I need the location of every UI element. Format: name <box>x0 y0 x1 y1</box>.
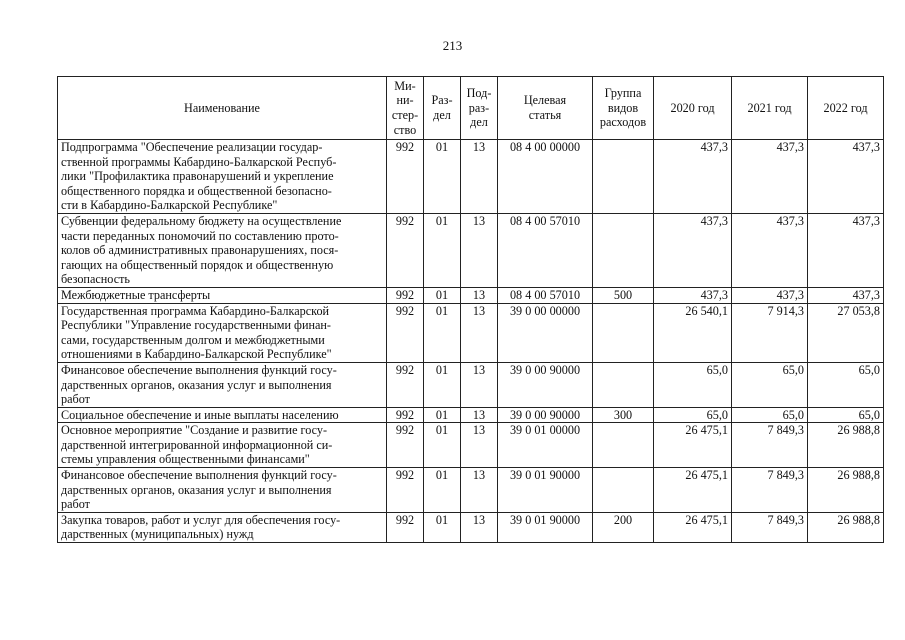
header-2021: 2021 год <box>732 77 808 140</box>
table-row <box>58 468 884 513</box>
cell-2021: 7 914,3 <box>732 303 808 362</box>
cell-subsection: 13 <box>461 423 498 468</box>
cell-2020: 26 475,1 <box>654 512 732 542</box>
cell-2021: 65,0 <box>732 362 808 407</box>
cell-name: Закупка товаров, работ и услуг для обеспечения госу- дарственных (муниципальных) нужд <box>58 512 387 542</box>
cell-target: 39 0 00 00000 <box>498 303 593 362</box>
cell-section: 01 <box>424 303 461 362</box>
cell-subsection: 13 <box>461 213 498 287</box>
cell-target: 39 0 01 90000 <box>498 512 593 542</box>
table-row <box>58 512 884 542</box>
cell-name: Межбюджетные трансферты <box>58 287 387 303</box>
table-row <box>58 213 884 287</box>
cell-ministry: 992 <box>387 287 424 303</box>
cell-name: Государственная программа Кабардино-Балкарской Республики "Управление государственными финан- сами, государственным долгом и межбюджетными отношениями в Кабардино-Балкарской Республике" <box>58 303 387 362</box>
cell-ministry: 992 <box>387 362 424 407</box>
cell-target: 39 0 00 90000 <box>498 407 593 423</box>
cell-section: 01 <box>424 407 461 423</box>
table-row <box>58 303 884 362</box>
cell-2021: 437,3 <box>732 140 808 214</box>
cell-section: 01 <box>424 140 461 214</box>
header-target: Целевая статья <box>498 77 593 140</box>
cell-2022: 26 988,8 <box>808 468 884 513</box>
cell-ministry: 992 <box>387 140 424 214</box>
cell-group <box>593 468 654 513</box>
header-name: Наименование <box>58 77 387 140</box>
budget-table <box>57 76 884 543</box>
cell-group: 300 <box>593 407 654 423</box>
cell-group: 200 <box>593 512 654 542</box>
cell-target: 39 0 01 00000 <box>498 423 593 468</box>
cell-target: 08 4 00 57010 <box>498 213 593 287</box>
cell-ministry: 992 <box>387 213 424 287</box>
cell-2021: 437,3 <box>732 213 808 287</box>
cell-2020: 26 540,1 <box>654 303 732 362</box>
cell-2020: 437,3 <box>654 213 732 287</box>
cell-2022: 27 053,8 <box>808 303 884 362</box>
cell-2022: 437,3 <box>808 140 884 214</box>
cell-target: 08 4 00 00000 <box>498 140 593 214</box>
cell-2020: 437,3 <box>654 287 732 303</box>
cell-2022: 437,3 <box>808 287 884 303</box>
cell-section: 01 <box>424 423 461 468</box>
cell-2021: 65,0 <box>732 407 808 423</box>
cell-2021: 437,3 <box>732 287 808 303</box>
table-row <box>58 140 884 214</box>
table-row <box>58 287 884 303</box>
cell-2022: 65,0 <box>808 407 884 423</box>
header-ministry: Ми- ни- стер- ство <box>387 77 424 140</box>
cell-section: 01 <box>424 213 461 287</box>
cell-section: 01 <box>424 287 461 303</box>
cell-2021: 7 849,3 <box>732 468 808 513</box>
cell-target: 39 0 01 90000 <box>498 468 593 513</box>
header-group: Группа видов расходов <box>593 77 654 140</box>
cell-subsection: 13 <box>461 362 498 407</box>
cell-section: 01 <box>424 512 461 542</box>
cell-name: Финансовое обеспечение выполнения функций госу- дарственных органов, оказания услуг и выполнения работ <box>58 468 387 513</box>
cell-subsection: 13 <box>461 287 498 303</box>
cell-subsection: 13 <box>461 140 498 214</box>
cell-section: 01 <box>424 468 461 513</box>
cell-2022: 26 988,8 <box>808 423 884 468</box>
table-row <box>58 362 884 407</box>
cell-subsection: 13 <box>461 407 498 423</box>
cell-2020: 65,0 <box>654 362 732 407</box>
cell-ministry: 992 <box>387 423 424 468</box>
cell-group <box>593 423 654 468</box>
cell-name: Финансовое обеспечение выполнения функций госу- дарственных органов, оказания услуг и выполнения работ <box>58 362 387 407</box>
cell-subsection: 13 <box>461 303 498 362</box>
cell-group: 500 <box>593 287 654 303</box>
cell-group <box>593 140 654 214</box>
cell-name: Подпрограмма "Обеспечение реализации государ- ственной программы Кабардино-Балкарской Респуб- лики "Профилактика правонарушений и укрепление общественного порядка и общественной безопасно- сти в Кабардино-Балкарской Республике" <box>58 140 387 214</box>
cell-subsection: 13 <box>461 512 498 542</box>
cell-2020: 26 475,1 <box>654 468 732 513</box>
header-subsection: Под- раз- дел <box>461 77 498 140</box>
cell-2020: 26 475,1 <box>654 423 732 468</box>
cell-2020: 65,0 <box>654 407 732 423</box>
cell-2022: 65,0 <box>808 362 884 407</box>
cell-ministry: 992 <box>387 303 424 362</box>
cell-2021: 7 849,3 <box>732 512 808 542</box>
cell-2022: 26 988,8 <box>808 512 884 542</box>
header-2020: 2020 год <box>654 77 732 140</box>
header-row <box>58 77 884 140</box>
cell-2022: 437,3 <box>808 213 884 287</box>
cell-ministry: 992 <box>387 512 424 542</box>
table-row <box>58 407 884 423</box>
header-section: Раз- дел <box>424 77 461 140</box>
cell-ministry: 992 <box>387 468 424 513</box>
header-2022: 2022 год <box>808 77 884 140</box>
cell-group <box>593 303 654 362</box>
cell-ministry: 992 <box>387 407 424 423</box>
cell-target: 08 4 00 57010 <box>498 287 593 303</box>
cell-name: Основное мероприятие "Создание и развитие госу- дарственной интегрированной информационной си- стемы управления общественными финансами" <box>58 423 387 468</box>
cell-name: Субвенции федеральному бюджету на осуществление части переданных пономочий по составлению прото- колов об административных правонарушениях, пося- гающих на общественный порядок и общественную безопасность <box>58 213 387 287</box>
cell-group <box>593 362 654 407</box>
cell-group <box>593 213 654 287</box>
cell-target: 39 0 00 90000 <box>498 362 593 407</box>
cell-section: 01 <box>424 362 461 407</box>
table-row <box>58 423 884 468</box>
cell-name: Социальное обеспечение и иные выплаты населению <box>58 407 387 423</box>
cell-subsection: 13 <box>461 468 498 513</box>
cell-2021: 7 849,3 <box>732 423 808 468</box>
page-number: 213 <box>442 38 463 53</box>
cell-2020: 437,3 <box>654 140 732 214</box>
